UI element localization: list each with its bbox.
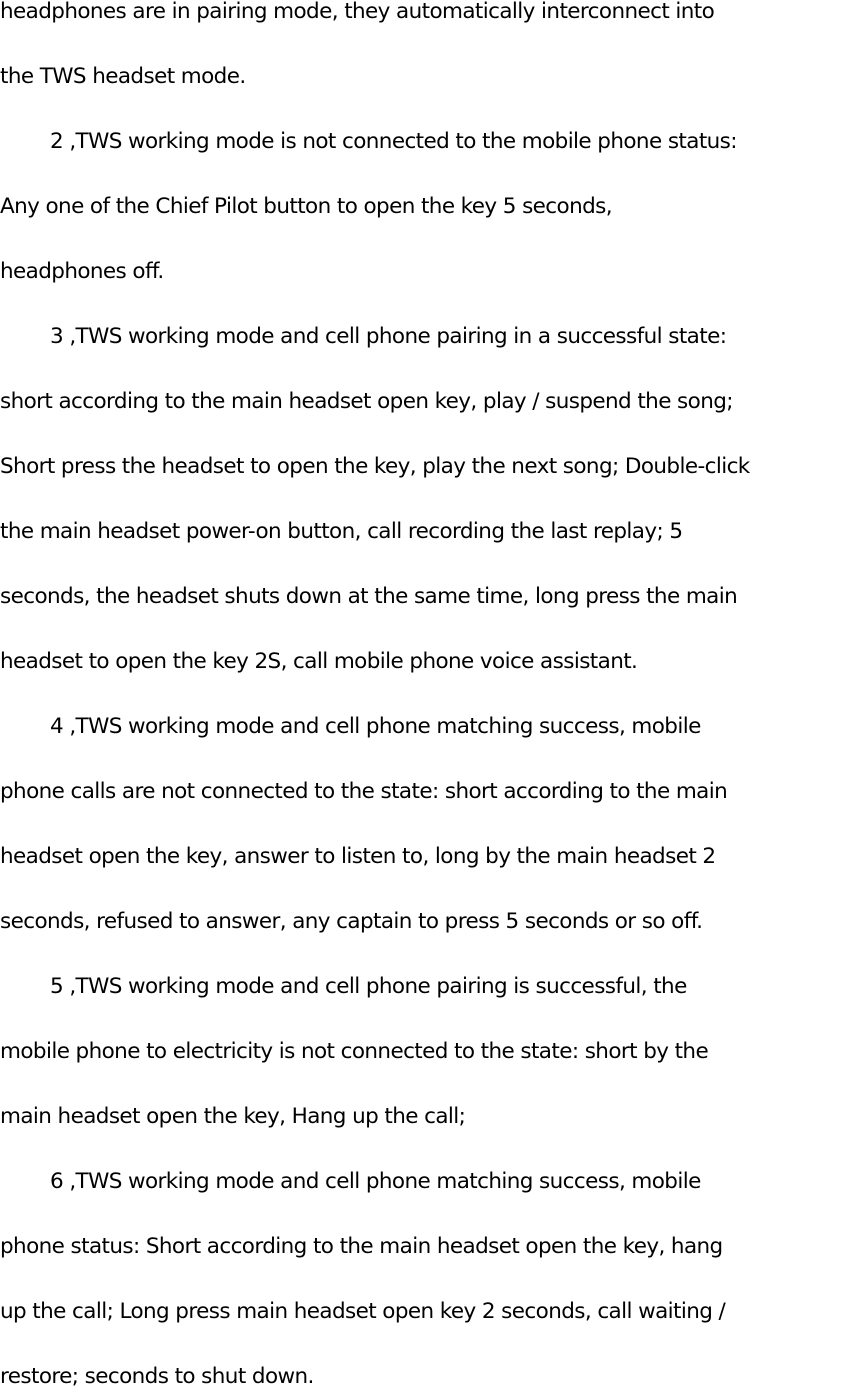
- text-line: the TWS headset mode.: [0, 64, 246, 89]
- text-line: up the call; Long press main headset open key 2 seconds, call waiting /: [0, 1299, 726, 1324]
- text-line: seconds, the headset shuts down at the same time, long press the main: [0, 584, 738, 609]
- text-line: Any one of the Chief Pilot button to open the key 5 seconds,: [0, 194, 612, 219]
- text-line: restore; seconds to shut down.: [0, 1364, 314, 1389]
- paragraph-start: 3 ,TWS working mode and cell phone pairing in a successful state:: [50, 324, 727, 349]
- text-line: seconds, refused to answer, any captain to press 5 seconds or so off.: [0, 909, 703, 934]
- paragraph-start: 2 ,TWS working mode is not connected to the mobile phone status:: [50, 129, 737, 154]
- text-line: the main headset power-on button, call recording the last replay; 5: [0, 519, 683, 544]
- paragraph-start: 6 ,TWS working mode and cell phone matching success, mobile: [50, 1169, 701, 1194]
- text-line: main headset open the key, Hang up the call;: [0, 1104, 466, 1129]
- text-line: phone calls are not connected to the state: short according to the main: [0, 779, 728, 804]
- paragraph-start: 5 ,TWS working mode and cell phone pairing is successful, the: [50, 974, 687, 999]
- text-line: Short press the headset to open the key, play the next song; Double-click: [0, 454, 750, 479]
- text-line: headphones are in pairing mode, they automatically interconnect into: [0, 0, 715, 24]
- text-line: headset open the key, answer to listen to, long by the main headset 2: [0, 844, 716, 869]
- text-line: headset to open the key 2S, call mobile phone voice assistant.: [0, 649, 638, 674]
- text-line: headphones off.: [0, 259, 164, 284]
- text-line: phone status: Short according to the main headset open the key, hang: [0, 1234, 723, 1259]
- paragraph-start: 4 ,TWS working mode and cell phone matching success, mobile: [50, 714, 701, 739]
- text-line: short according to the main headset open key, play / suspend the song;: [0, 389, 733, 414]
- text-line: mobile phone to electricity is not connected to the state: short by the: [0, 1039, 709, 1064]
